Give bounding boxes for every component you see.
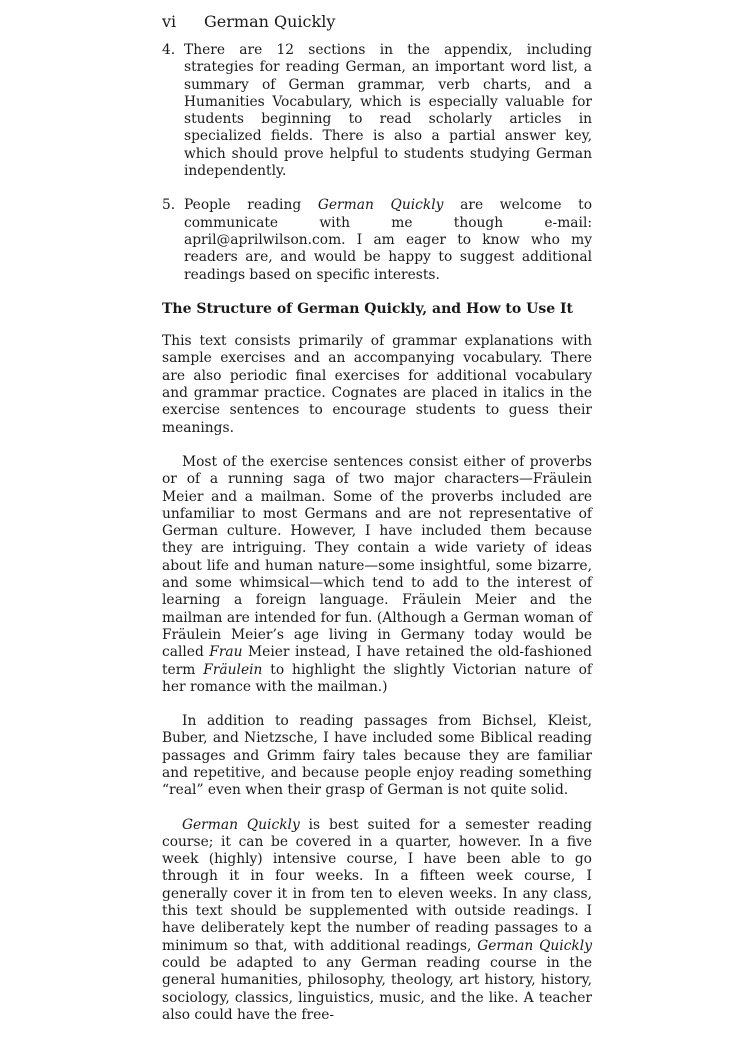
section-heading: The Structure of German Quickly, and How to Use It	[162, 300, 573, 317]
paragraph-text: is best suited for a semester reading course; it can be covered in a quarter, however. In a five week (highly) intensive course, I have been able to go through it in four weeks. In a fifteen week course, I generally cover it in from ten to eleven weeks. In any class, this text should be supplemented with outside readings. I have deliberately kept the number of reading passages to a minimum so that, with additional readings,	[162, 816, 593, 954]
paragraph-course-usage	[162, 817, 592, 1025]
italic-term: Fräulein	[203, 661, 263, 678]
paragraph-text: Meier instead, I have retained the old-fashioned term	[162, 644, 592, 678]
running-head	[162, 12, 335, 32]
list-item-5	[162, 197, 592, 283]
page-number: vi	[162, 12, 177, 31]
paragraph-exercise-sentences	[162, 454, 592, 696]
list-item-text	[184, 42, 592, 180]
list-number: 5.	[162, 197, 176, 214]
paragraph-intro-text: This text consists primarily of grammar explanations with sample exercises and an accompanying vocabulary. There are also periodic final exercises for additional vocabulary and grammar practice. Cognates are placed in italics in the exercise sentences to encourage students to guess their meanings.	[162, 333, 592, 436]
paragraph-reading-passages	[162, 713, 592, 799]
italic-term: Frau	[209, 644, 243, 661]
list-item-5-text-after: are welcome to communicate with me though e-mail: april@aprilwilson.com. I am eager to know who my readers are, and would be happy to suggest additional readings based on specific interests.	[184, 197, 593, 283]
book-title-italic: German Quickly	[317, 197, 444, 214]
paragraph-text: Most of the exercise sentences consist either of proverbs or of a running saga of two major characters—Fräulein Meier and a mailman. Some of the proverbs included are unfamiliar to most Germans and are not representative of German culture. However, I have included them because they are intriguing. They contain a wide variety of ideas about life and human nature—some insightful, some bizarre, and some whimsical—which tend to add to the interest of learning a foreign language. Fräulein Meier and the mailman are intended for fun. (Although a German woman of Fräulein Meier’s age living in Germany today would be called	[162, 453, 592, 661]
paragraph-text: to highlight the slightly Victorian nature of her romance with the mailman.)	[162, 661, 592, 695]
paragraph-text: In addition to reading passages from Bichsel, Kleist, Buber, and Nietzsche, I have included some Biblical reading passages and Grimm fairy tales because they are familiar and repetitive, and because people enjoy reading something “real” even when their grasp of German is not quite solid.	[162, 713, 592, 799]
list-item-4	[162, 42, 592, 180]
book-title-italic: German Quickly	[182, 816, 300, 833]
book-title-italic: German Quickly	[477, 937, 592, 954]
list-item-5-text-before: People reading	[184, 197, 318, 214]
page-body	[162, 42, 592, 1041]
list-number: 4.	[162, 42, 176, 58]
running-title: German Quickly	[204, 12, 336, 31]
list-item-4-text: There are 12 sections in the appendix, including strategies for reading German, an important word list, a summary of German grammar, verb charts, and a Humanities Vocabulary, which is especially valuable for students beginning to read scholarly articles in specialized fields. There is also a partial answer key, which should prove helpful to students studying German independently.	[184, 42, 592, 180]
paragraph-intro	[162, 333, 592, 437]
paragraph-text: could be adapted to any German reading course in the general humanities, philosophy, theology, art history, history, sociology, classics, linguistics, music, and the like. A teacher also could have the free-	[162, 954, 592, 1023]
list-item-text	[184, 197, 592, 283]
